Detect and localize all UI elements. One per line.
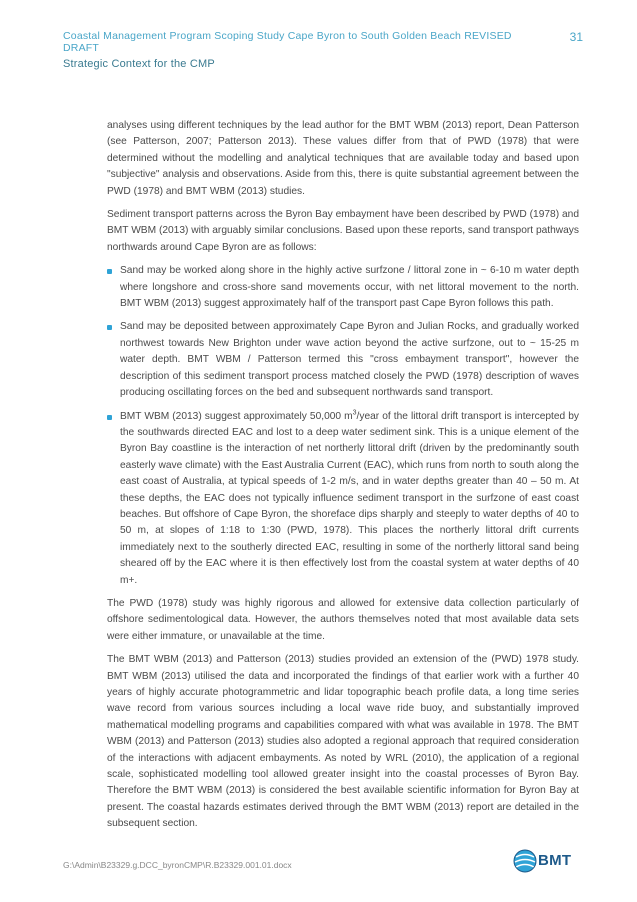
- bullet-item: [107, 319, 579, 401]
- bullet-icon: [107, 269, 112, 274]
- page-header: [63, 30, 583, 70]
- bmt-logo: [512, 846, 582, 876]
- page-number: 31: [569, 30, 583, 44]
- bullet-text: Sand may be worked along shore in the highly active surfzone / littoral zone in ~ 6-10 m water depth where longshore and cross-shore sand movements occur, with net littoral movement to the north. BMT WBM (2013) suggest approximately half of the transport past Cape Byron follows this path.: [120, 265, 579, 310]
- bullet-text-start: BMT WBM (2013) suggest approximately 50,000 m: [120, 410, 353, 422]
- document-body: [107, 118, 579, 840]
- paragraph: Sediment transport patterns across the Byron Bay embayment have been described by PWD (1978) and BMT WBM (2013) with arguably similar conclusions. Based upon these reports, sand transport pathways northwards around Cape Byron are as follows:: [107, 209, 579, 253]
- section-title: Strategic Context for the CMP: [63, 58, 215, 70]
- bullet-icon: [107, 415, 112, 420]
- logo-text: BMT: [538, 852, 572, 869]
- paragraph: analyses using different techniques by the lead author for the BMT WBM (2013) report, Dean Patterson (see Patterson, 2007; Patterson 2013). These values differ from that of PWD (1978) that were determined without the modelling and analytical techniques that are available today and based upon "subjective" analysis and observations. Aside from this, there is quite substantial agreement between the PWD (1978) and BMT WBM (2013) studies.: [107, 120, 579, 197]
- superscript: 3: [352, 409, 357, 417]
- bullet-icon: [107, 325, 112, 330]
- globe-icon: [512, 846, 538, 876]
- paragraph: The BMT WBM (2013) and Patterson (2013) studies provided an extension of the (PWD) 1978 study. BMT WBM (2013) utilised the data and incorporated the findings of that earlier work with a further 40 years of highly accurate photogrammetric and lidar topographic beach profile data, a long time series wave record from various sources including a local wave ride buoy, and substantially improved mathematical modelling programs and capabilities compared with what was available in 1978. The BMT WBM (2013) and Patterson (2013) studies also adopted a regional approach that required consideration of the interactions with adjacent embayments. As noted by WRL (2010), the application of a regional scale, sophisticated modelling tool allowed greater insight into the coastal processes of Byron Bay. Therefore the BMT WBM (2013) is considered the best available scientific information for Byron Bay at present. The coastal hazards estimates derived through the BMT WBM (2013) report are detailed in the subsequent section.: [107, 654, 579, 830]
- bullet-text: Sand may be deposited between approximately Cape Byron and Julian Rocks, and gradually worked northwest towards New Brighton under wave action beyond the active surfzone, out to ~ 15-25 m water depth. BMT WBM / Patterson termed this "cross embayment transport", however the description of this sediment transport process matched closely the PWD (1978) description of waves producing oscillating forces on the bed and subsequent northwards sand transport.: [120, 321, 579, 399]
- bullet-text-end: /year of the littoral drift transport is intercepted by the southwards directed EAC and lost to a deep water sediment sink. This is a unique element of the Byron Bay coastline is the interaction of net northerly littoral drift (driven by the predominantly south easterly wave climate) with the East Australia Current (EAC), which runs from north to south along the east coast of Australia, at typical speeds of 1-2 m/s, and in water depths greater than 40 – 50 m. At these depths, the EAC does not typically influence sediment transport in the surfzone of east coast beaches. But offshore of Cape Byron, the shoreface dips sharply and steeply to water depths of 40 to 50 m, at slopes of 1:18 to 1:30 (PWD, 1978). This places the northerly littoral drift currents immediately next to the southerly directed EAC, resulting in some of the northerly littoral sand being sheared off by the EAC where it is then effectively lost from the coastal system at water depths of 40 m+.: [120, 410, 579, 586]
- bullet-item: [107, 409, 579, 589]
- document-title: Coastal Management Program Scoping Study Cape Byron to South Golden Beach REVISED DRAFT: [63, 30, 512, 54]
- bullet-item: [107, 263, 579, 312]
- bullet-list: [107, 263, 579, 589]
- paragraph: The PWD (1978) study was highly rigorous and allowed for extensive data collection particularly of offshore sedimentological data. However, the authors themselves noted that most available data sets were either immature, or unavailable at the time.: [107, 597, 579, 642]
- file-path: G:\Admin\B23329.g.DCC_byronCMP\R.B23329.001.01.docx: [63, 860, 292, 870]
